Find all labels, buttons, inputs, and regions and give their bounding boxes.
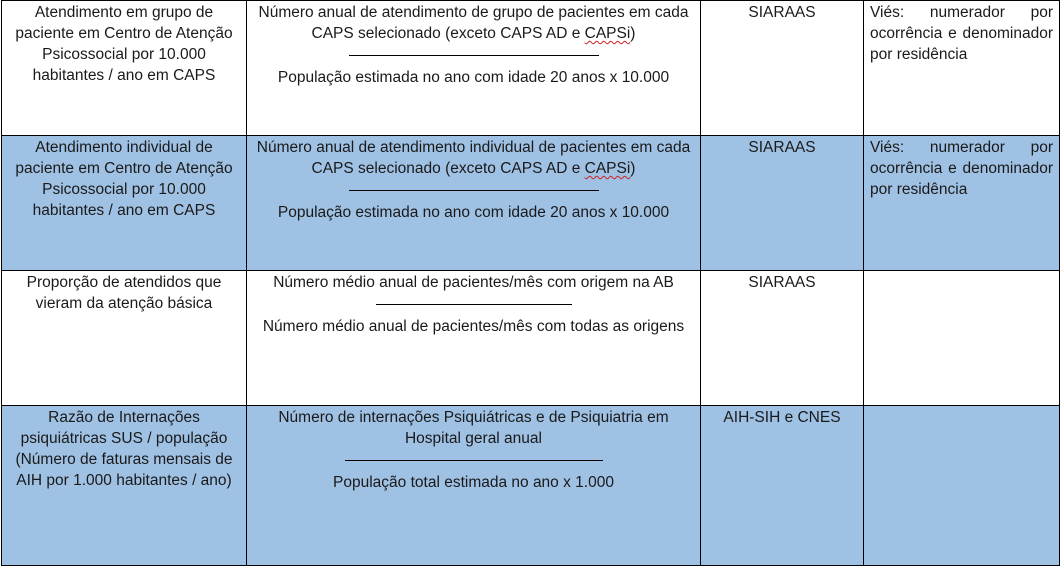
indicator-cell: Razão de Internações psiquiátricas SUS / população (Número de faturas mensais de AIH por 1.000 habitantes / ano) — [2, 406, 247, 566]
notes-cell — [864, 406, 1060, 566]
formula-cell — [247, 271, 701, 406]
indicator-cell: Proporção de atendidos que vieram da atenção básica — [2, 271, 247, 406]
denominator-text: Número médio anual de pacientes/mês com todas as origens — [262, 318, 685, 335]
table-row — [2, 1, 1060, 136]
formula-cell — [247, 406, 701, 566]
indicator-cell: Atendimento individual de paciente em Centro de Atenção Psicossocial por 10.000 habitantes / ano em CAPS — [2, 136, 247, 271]
indicators-table — [1, 0, 1060, 566]
numerator-suffix: ) — [630, 25, 636, 42]
denominator-text: População estimada no ano com idade 20 anos x 10.000 — [277, 204, 670, 221]
numerator-prefix: Número anual de atendimento de grupo de pacientes em cada CAPS selecionado (exceto CAPS AD e — [258, 4, 689, 42]
fraction-line — [349, 55, 599, 56]
fraction-line — [349, 190, 599, 191]
numerator-text: Número de internações Psiquiátricas e de Psiquiatria em Hospital geral anual — [278, 409, 669, 447]
source-cell: SIARAAS — [701, 271, 864, 406]
table-row — [2, 271, 1060, 406]
spellcheck-flagged-word[interactable]: CAPSi — [584, 160, 631, 177]
notes-cell: Viés: numerador por ocorrência e denominador por residência — [864, 136, 1060, 271]
fraction-line — [345, 460, 603, 461]
formula-cell — [247, 136, 701, 271]
denominator-text: População total estimada no ano x 1.000 — [333, 474, 614, 491]
numerator-suffix: ) — [630, 160, 636, 177]
numerator-text — [253, 137, 694, 179]
indicator-cell: Atendimento em grupo de paciente em Centro de Atenção Psicossocial por 10.000 habitantes / ano em CAPS — [2, 1, 247, 136]
source-cell: AIH-SIH e CNES — [701, 406, 864, 566]
numerator-text — [253, 2, 694, 44]
notes-cell: Viés: numerador por ocorrência e denominador por residência — [864, 1, 1060, 136]
source-cell: SIARAAS — [701, 136, 864, 271]
numerator-text: Número médio anual de pacientes/mês com origem na AB — [273, 274, 674, 291]
fraction-line — [376, 304, 572, 305]
numerator-prefix: Número anual de atendimento individual de pacientes em cada CAPS selecionado (exceto CAPS AD e — [256, 139, 691, 177]
table-row — [2, 406, 1060, 566]
formula-cell — [247, 1, 701, 136]
spellcheck-flagged-word[interactable]: CAPSi — [584, 25, 631, 42]
table-row — [2, 136, 1060, 271]
notes-cell — [864, 271, 1060, 406]
denominator-text: População estimada no ano com idade 20 anos x 10.000 — [277, 69, 670, 86]
source-cell: SIARAAS — [701, 1, 864, 136]
